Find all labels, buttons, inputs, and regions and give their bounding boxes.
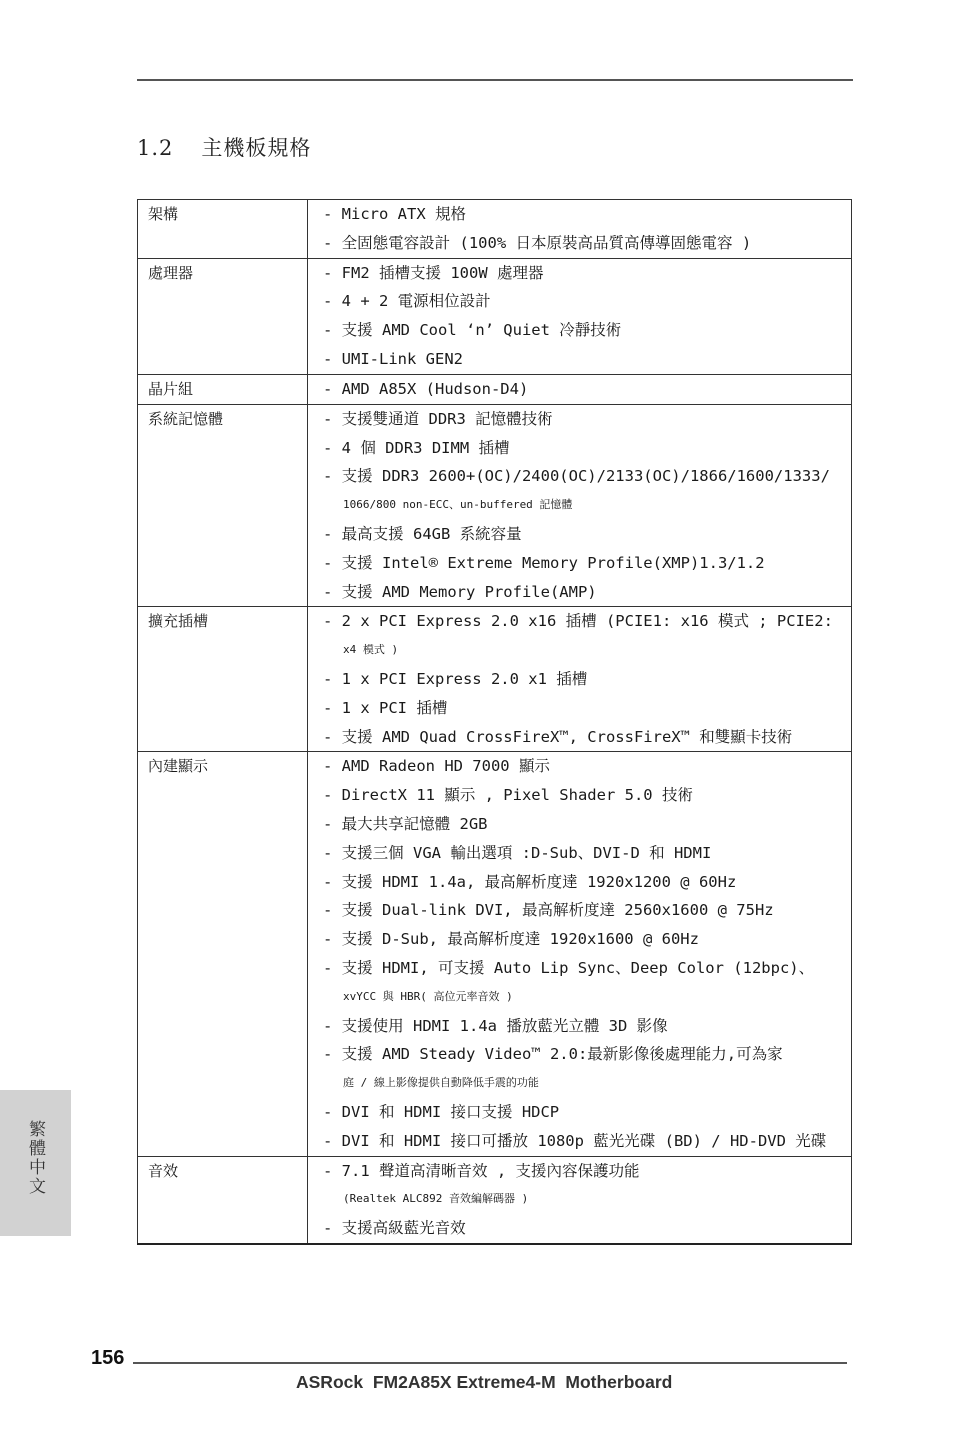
spec-items — [308, 258, 852, 374]
spec-item: - UMI-Link GEN2 — [323, 349, 463, 368]
spec-item: - 4 個 DDR3 DIMM 插槽 — [323, 438, 510, 457]
spec-items — [308, 374, 852, 404]
language-tab-label: 繁體中文 — [25, 1120, 45, 1196]
spec-label: 架構 — [138, 200, 308, 259]
spec-item: - 支援 HDMI, 可支援 Auto Lip Sync、Deep Color (12bpc)、 — [323, 958, 815, 977]
bottom-divider — [133, 1362, 847, 1364]
spec-table — [137, 199, 852, 1245]
spec-label: 系統記憶體 — [138, 404, 308, 607]
spec-label: 擴充插槽 — [138, 607, 308, 752]
spec-items — [308, 1156, 852, 1244]
spec-item: - DirectX 11 顯示 , Pixel Shader 5.0 技術 — [323, 786, 693, 805]
spec-item: - 支援 DDR3 2600+(OC)/2400(OC)/2133(OC)/1866/1600/1333/ — [323, 467, 830, 486]
spec-label: 處理器 — [138, 258, 308, 374]
spec-item: - 最大共享記憶體 2GB — [323, 814, 488, 833]
spec-item: - 支援雙通道 DDR3 記憶體技術 — [323, 409, 553, 428]
spec-item: - 支援使用 HDMI 1.4a 播放藍光立體 3D 影像 — [323, 1016, 668, 1035]
spec-row — [138, 374, 852, 404]
spec-item: - 支援 Dual-link DVI, 最高解析度達 2560x1600 @ 75Hz — [323, 901, 774, 920]
spec-item: - 1 x PCI 插槽 — [323, 698, 448, 717]
spec-items — [308, 607, 852, 752]
spec-item: - DVI 和 HDMI 接口可播放 1080p 藍光光碟 (BD) / HD-DVD 光碟 — [323, 1131, 827, 1150]
spec-item: (Realtek ALC892 音效編解碼器 ) — [343, 1192, 529, 1206]
spec-row — [138, 404, 852, 607]
spec-row — [138, 607, 852, 752]
spec-item: - 支援 HDMI 1.4a, 最高解析度達 1920x1200 @ 60Hz — [323, 872, 737, 891]
spec-item: - 1 x PCI Express 2.0 x1 插槽 — [323, 669, 588, 688]
spec-item: - 2 x PCI Express 2.0 x16 插槽 (PCIE1: x16 模式 ; PCIE2: — [323, 612, 833, 631]
spec-items — [308, 752, 852, 1156]
spec-label: 音效 — [138, 1156, 308, 1244]
section-heading — [137, 132, 311, 162]
spec-item: 庭 / 線上影像提供自動降低手震的功能 — [343, 1076, 539, 1090]
spec-item: - 支援 AMD Steady Video™ 2.0:最新影像後處理能力,可為家 — [323, 1045, 783, 1064]
spec-row — [138, 200, 852, 259]
spec-label: 晶片組 — [138, 374, 308, 404]
spec-item: - 全固態電容設計 (100% 日本原裝高品質高傳導固態電容 ) — [323, 233, 752, 252]
spec-item: - 支援 AMD Quad CrossFireX™, CrossFireX™ 和雙顯卡技術 — [323, 727, 793, 746]
spec-row — [138, 1156, 852, 1244]
spec-item: - FM2 插槽支援 100W 處理器 — [323, 263, 544, 282]
spec-item: - 最高支援 64GB 系統容量 — [323, 524, 522, 543]
spec-item: 1066/800 non-ECC、un-buffered 記憶體 — [343, 498, 573, 512]
spec-item: - 支援 Intel® Extreme Memory Profile(XMP)1.3/1.2 — [323, 553, 765, 572]
spec-item: - 支援 D-Sub, 最高解析度達 1920x1600 @ 60Hz — [323, 930, 699, 949]
section-number: 1.2 — [137, 136, 174, 160]
footer-product-name: ASRock FM2A85X Extreme4-M Motherboard — [296, 1372, 673, 1392]
spec-item: - 支援 AMD Cool ‘n’ Quiet 冷靜技術 — [323, 321, 622, 340]
spec-item: - Micro ATX 規格 — [323, 205, 466, 223]
language-tab — [0, 1090, 71, 1236]
spec-item: - AMD Radeon HD 7000 顯示 — [323, 757, 550, 776]
spec-item: - 4 + 2 電源相位設計 — [323, 292, 491, 311]
spec-row — [138, 752, 852, 1156]
spec-label: 內建顯示 — [138, 752, 308, 1156]
section-title: 主機板規格 — [201, 136, 312, 160]
spec-item: - 7.1 聲道高清晰音效 , 支援內容保護功能 — [323, 1161, 640, 1180]
spec-item: - DVI 和 HDMI 接口支援 HDCP — [323, 1102, 560, 1121]
spec-item: - 支援 AMD Memory Profile(AMP) — [323, 582, 597, 601]
spec-item: - 支援高級藍光音效 — [323, 1219, 466, 1238]
spec-items — [308, 200, 852, 259]
spec-item: xvYCC 與 HBR( 高位元率音效 ) — [343, 989, 513, 1003]
spec-items — [308, 404, 852, 607]
spec-item: - 支援三個 VGA 輸出選項 :D-Sub、DVI-D 和 HDMI — [323, 843, 712, 862]
spec-item: - AMD A85X (Hudson-D4) — [323, 379, 529, 398]
spec-item: x4 模式 ) — [343, 643, 399, 657]
page-number: 156 — [91, 1347, 125, 1369]
spec-row — [138, 258, 852, 374]
top-divider — [137, 79, 853, 81]
